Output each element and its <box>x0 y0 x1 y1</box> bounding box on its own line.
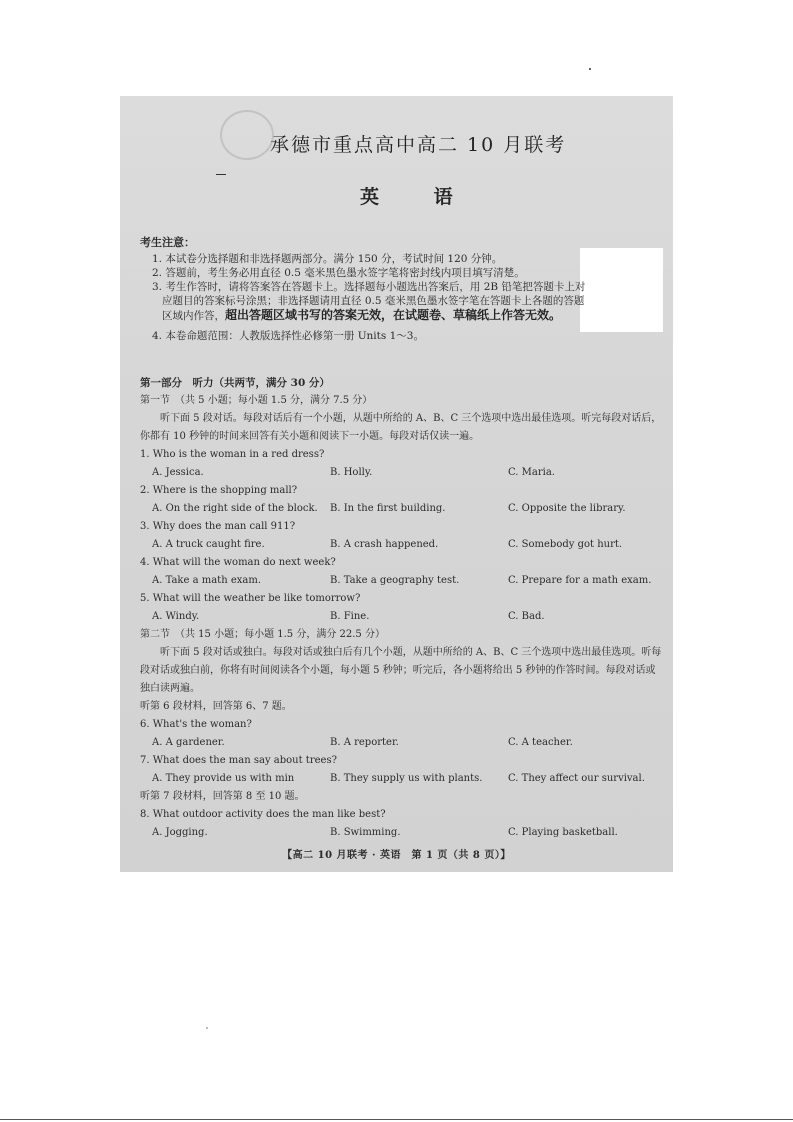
question-block <box>140 446 665 482</box>
options-row <box>140 770 665 788</box>
option-a: A. A truck caught fire. <box>152 539 265 550</box>
option-a: A. Take a math exam. <box>152 575 261 586</box>
question-block <box>140 482 665 518</box>
speck <box>589 68 591 70</box>
question-text: 8. What outdoor activity does the man like best? <box>140 809 386 820</box>
option-c: C. Opposite the library. <box>508 503 626 514</box>
option-b: B. In the first building. <box>330 503 446 514</box>
question-text: 4. What will the woman do next week? <box>140 557 336 568</box>
part1-title: 第一部分 听力（共两节，满分 30 分） <box>140 377 330 389</box>
candidate-notes <box>140 236 586 343</box>
option-c: C. They affect our survival. <box>508 773 645 784</box>
section2-instructions: 听下面 5 段对话或独白。每段对话或独白后有几个小题，从题中所给的 A、B、C 三个选项中选出最佳选项。听每段对话或独白前，你将有时间阅读各个小题，每小题 5 秒钟；听完后，各小题将给出 5 秒钟的作答时间。每段对话或独白读两遍。 <box>140 647 662 694</box>
option-b: B. Swimming. <box>330 827 401 838</box>
note-item-1: 1. 本试卷分选择题和非选择题两部分。满分 150 分，考试时间 120 分钟。 <box>152 253 503 265</box>
question-text: 5. What will the weather be like tomorrow? <box>140 593 361 604</box>
question-text: 6. What's the woman? <box>140 719 252 730</box>
option-b: B. Holly. <box>330 467 373 478</box>
question-block <box>140 590 665 626</box>
question-text: 3. Why does the man call 911? <box>140 521 296 532</box>
note-item-3-emphasis: 超出答题区域书写的答案无效，在试题卷、草稿纸上作答无效。 <box>225 308 562 322</box>
question-text: 1. Who is the woman in a red dress? <box>140 449 325 460</box>
exam-page-photo <box>120 96 673 872</box>
options-row <box>140 824 665 842</box>
option-a: A. On the right side of the block. <box>152 503 318 514</box>
option-b: B. Fine. <box>330 611 370 622</box>
question-text: 7. What does the man say about trees? <box>140 755 337 766</box>
page-bottom-border <box>0 1119 793 1120</box>
subject-title: 英 语 <box>360 186 477 208</box>
option-c: C. Maria. <box>508 467 555 478</box>
option-c: C. Prepare for a math exam. <box>508 575 652 586</box>
options-row <box>140 500 665 518</box>
option-b: B. Take a geography test. <box>330 575 460 586</box>
note-item-3-text: 3. 考生作答时，请将答案答在答题卡上。选择题每小题选出答案后，用 2B 铅笔把答题卡上对应题目的答案标号涂黑；非选择题请用直径 0.5 毫米黑色墨水签字笔在答题卡上各题的答题区域内作答， <box>152 281 586 322</box>
material-7-label: 听第 7 段材料，回答第 8 至 10 题。 <box>140 791 305 802</box>
option-c: C. Bad. <box>508 611 545 622</box>
redaction-box <box>580 248 663 332</box>
question-text: 2. Where is the shopping mall? <box>140 485 298 496</box>
exam-content <box>140 374 665 842</box>
section1-instructions: 听下面 5 段对话。每段对话后有一个小题，从题中所给的 A、B、C 三个选项中选出最佳选项。听完每段对话后，你都有 10 秒钟的时间来回答有关小题和阅读下一小题。每段对话仅读一遍。 <box>140 413 662 442</box>
option-a: A. A gardener. <box>152 737 225 748</box>
option-c: C. Somebody got hurt. <box>508 539 623 550</box>
question-block <box>140 752 665 788</box>
exam-title: 承德市重点高中高二 10 月联考 <box>270 134 567 156</box>
question-block <box>140 806 665 842</box>
material-6-label: 听第 6 段材料，回答第 6、7 题。 <box>140 701 292 712</box>
faded-seal <box>220 110 274 160</box>
option-a: A. Windy. <box>152 611 200 622</box>
options-row <box>140 536 665 554</box>
note-item-4: 4. 本卷命题范围：人教版选择性必修第一册 Units 1～3。 <box>152 330 424 342</box>
options-row <box>140 608 665 626</box>
option-b: B. They supply us with plants. <box>330 773 483 784</box>
pen-mark <box>216 174 226 175</box>
section1-title: 第一节 （共 5 小题；每小题 1.5 分，满分 7.5 分） <box>140 395 373 406</box>
options-row <box>140 734 665 752</box>
note-item-3 <box>140 280 587 323</box>
options-row <box>140 572 665 590</box>
option-a: A. Jogging. <box>152 827 208 838</box>
option-b: B. A crash happened. <box>330 539 439 550</box>
option-b: B. A reporter. <box>330 737 399 748</box>
question-block <box>140 716 665 752</box>
page-footer: 【高二 10 月联考 · 英语 第 1 页（共 8 页）】 <box>282 850 511 861</box>
option-c: C. Playing basketball. <box>508 827 618 838</box>
option-c: C. A teacher. <box>508 737 573 748</box>
question-block <box>140 518 665 554</box>
note-item-2: 2. 答题前，考生务必用直径 0.5 毫米黑色墨水签字笔将密封线内项目填写清楚。 <box>152 267 525 279</box>
options-row <box>140 464 665 482</box>
question-block <box>140 554 665 590</box>
section2-title: 第二节 （共 15 小题；每小题 1.5 分，满分 22.5 分） <box>140 629 385 640</box>
speck <box>206 1027 208 1029</box>
option-a: A. Jessica. <box>152 467 204 478</box>
option-a: A. They provide us with min <box>152 773 295 784</box>
notes-heading: 考生注意： <box>140 236 195 249</box>
